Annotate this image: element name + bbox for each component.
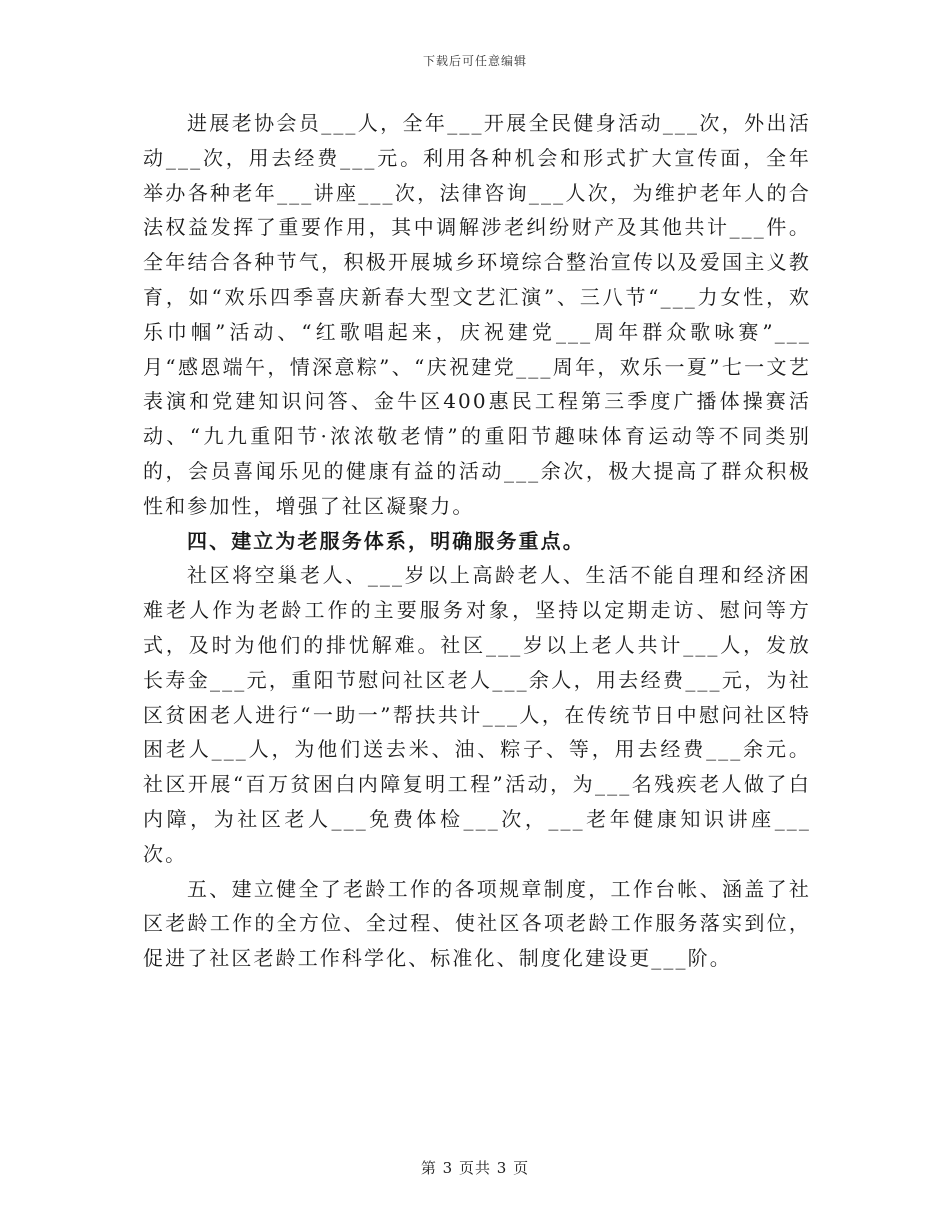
paragraph-activities: 进展老协会员___人，全年___开展全民健身活动___次，外出活动___次，用去经费___元。利用各种机会和形式扩大宣传面，全年举办各种老年___讲座___次，法律咨询___人次，为维护老年人的合法权益发挥了重要作用，其中调解涉老纠纷财产及其他共计___件。全年结合各种节气，积极开展城乡环境综合整治宣传以及爱国主义教育，如“欢乐四季喜庆新春大型文艺汇演”、三八节“___力女性，欢乐巾帼”活动、“红歌唱起来，庆祝建党___周年群众歌咏赛”___月“感恩端午，情深意粽”、“庆祝建党___周年，欢乐一夏”七一文艺表演和党建知识问答、金牛区400惠民工程第三季度广播体操赛活动、“九九重阳节·浓浓敬老情”的重阳节趣味体育运动等不同类别的，会员喜闻乐见的健康有益的活动___余次，极大提高了群众积极性和参加性，增强了社区凝聚力。 <box>143 111 811 518</box>
paragraph-regulations: 五、建立健全了老龄工作的各项规章制度，工作台帐、涵盖了社区老龄工作的全方位、全过程、使社区各项老龄工作服务落实到位，促进了社区老龄工作科学化、标准化、制度化建设更___阶。 <box>143 876 811 971</box>
section-heading-four: 四、建立为老服务体系，明确服务重点。 <box>187 528 585 553</box>
page-header: 下载后可任意编辑 <box>422 54 527 68</box>
document-body <box>143 106 811 976</box>
paragraph-services: 社区将空巢老人、___岁以上高龄老人、生活不能自理和经济困难老人作为老龄工作的主要服务对象，坚持以定期走访、慰问等方式，及时为他们的排忧解难。社区___岁以上老人共计___人，发放长寿金___元，重阳节慰问社区老人___余人，用去经费___元，为社区贫困老人进行“一助一”帮扶共计___人，在传统节日中慰问社区特困老人___人，为他们送去米、油、粽子、等，用去经费___余元。社区开展“百万贫困白内障复明工程”活动，为___名残疾老人做了白内障，为社区老人___免费体检___次，___老年健康知识讲座___次。 <box>143 563 811 866</box>
page-footer: 第 3 页共 3 页 <box>420 1159 530 1177</box>
